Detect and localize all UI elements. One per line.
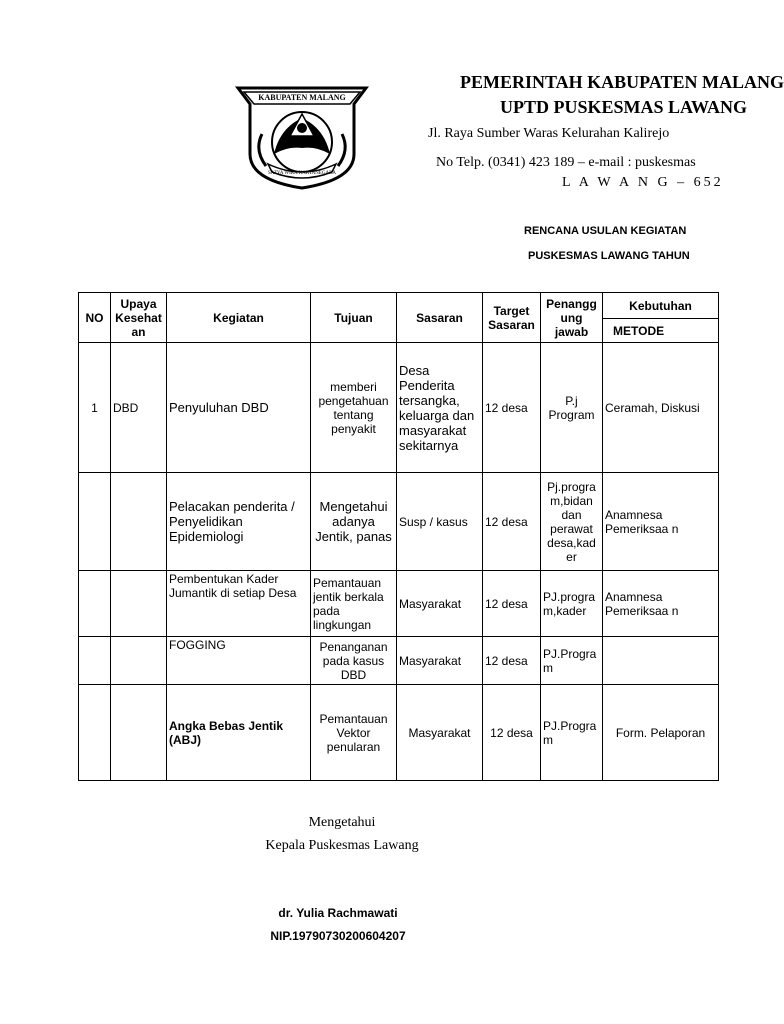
cell-no — [79, 685, 111, 781]
cell-penanggung-jawab: PJ.Program — [541, 685, 603, 781]
header-no: NO — [79, 293, 111, 343]
cell-tujuan: Penanganan pada kasus DBD — [311, 637, 397, 685]
cell-no — [79, 473, 111, 571]
cell-target: 12 desa — [483, 637, 541, 685]
cell-penanggung-jawab: PJ.progra m,kader — [541, 571, 603, 637]
cell-no — [79, 571, 111, 637]
document-title-line1: RENCANA USULAN KEGIATAN — [524, 225, 687, 237]
cell-penanggung-jawab: PJ.Progra m — [541, 637, 603, 685]
cell-no — [79, 637, 111, 685]
cell-sasaran: Susp / kasus — [397, 473, 483, 571]
activity-table-wrapper — [78, 292, 706, 784]
cell-upaya — [111, 637, 167, 685]
letterhead-city: L A W A N G – 652 — [562, 175, 724, 190]
cell-kegiatan: Penyuluhan DBD — [167, 343, 311, 473]
table-row — [79, 685, 719, 781]
cell-tujuan: Pemantauan Vektor penularan — [311, 685, 397, 781]
activity-table — [78, 292, 719, 781]
cell-target: 12 desa — [483, 473, 541, 571]
cell-sasaran: Masyarakat — [397, 685, 483, 781]
cell-target: 12 desa — [483, 571, 541, 637]
cell-tujuan: memberi pengetahuan tentang penyakit — [311, 343, 397, 473]
table-row — [79, 473, 719, 571]
logo-top-text: KABUPATEN MALANG — [258, 93, 346, 102]
cell-upaya: DBD — [111, 343, 167, 473]
cell-kegiatan: Pelacakan penderita / Penyelidikan Epidemiologi — [167, 473, 311, 571]
table-row — [79, 637, 719, 685]
cell-kegiatan: Angka Bebas Jentik (ABJ) — [167, 685, 311, 781]
header-tujuan: Tujuan — [311, 293, 397, 343]
cell-penanggung-jawab: P.j Program — [541, 343, 603, 473]
letterhead-contact: No Telp. (0341) 423 189 – e-mail : puskesmas — [436, 155, 696, 170]
document-title-line2: PUSKESMAS LAWANG TAHUN — [528, 250, 690, 262]
cell-no: 1 — [79, 343, 111, 473]
table-row — [79, 343, 719, 473]
cell-target: 12 desa — [483, 343, 541, 473]
cell-kegiatan: Pembentukan Kader Jumantik di setiap Desa — [167, 571, 311, 637]
header-kebutuhan: Kebutuhan — [603, 293, 719, 319]
signature-acknowledged: Mengetahui — [308, 815, 376, 830]
header-sasaran: Sasaran — [397, 293, 483, 343]
cell-sasaran: Masyarakat — [397, 571, 483, 637]
letterhead-line1: PEMERINTAH KABUPATEN MALANG — [460, 72, 784, 92]
header-penanggung-jawab: Penangg ung jawab — [541, 293, 603, 343]
header-metode: METODE — [603, 319, 719, 343]
signature-name: dr. Yulia Rachmawati — [278, 906, 398, 920]
header-upaya: Upaya Kesehat an — [111, 293, 167, 343]
table-row — [79, 571, 719, 637]
header-target: Target Sasaran — [483, 293, 541, 343]
cell-tujuan: Pemantauan jentik berkala pada lingkungan — [311, 571, 397, 637]
cell-metode: Ceramah, Diskusi — [603, 343, 719, 473]
cell-sasaran: Desa Penderita tersangka, keluarga dan masyarakat sekitarnya — [397, 343, 483, 473]
cell-metode: Anamnesa Pemeriksaa n — [603, 571, 719, 637]
cell-tujuan: Mengetahui adanya Jentik, panas — [311, 473, 397, 571]
cell-upaya — [111, 571, 167, 637]
cell-upaya — [111, 473, 167, 571]
signature-position: Kepala Puskesmas Lawang — [265, 838, 419, 853]
cell-sasaran: Masyarakat — [397, 637, 483, 685]
letterhead-address: Jl. Raya Sumber Waras Kelurahan Kalirejo — [428, 126, 670, 141]
header-kegiatan: Kegiatan — [167, 293, 311, 343]
cell-metode: Anamnesa Pemeriksaa n — [603, 473, 719, 571]
letterhead-line2: UPTD PUSKESMAS LAWANG — [500, 97, 748, 117]
cell-penanggung-jawab: Pj.progra m,bidan dan perawat desa,kad er — [541, 473, 603, 571]
kabupaten-malang-logo — [232, 84, 372, 190]
cell-metode — [603, 637, 719, 685]
cell-metode: Form. Pelaporan — [603, 685, 719, 781]
logo-bottom-text: SATYA WIRA KARTANEGARA — [267, 171, 337, 176]
cell-upaya — [111, 685, 167, 781]
cell-kegiatan: FOGGING — [167, 637, 311, 685]
cell-target: 12 desa — [483, 685, 541, 781]
signature-nip: NIP.19790730200604207 — [270, 929, 406, 943]
